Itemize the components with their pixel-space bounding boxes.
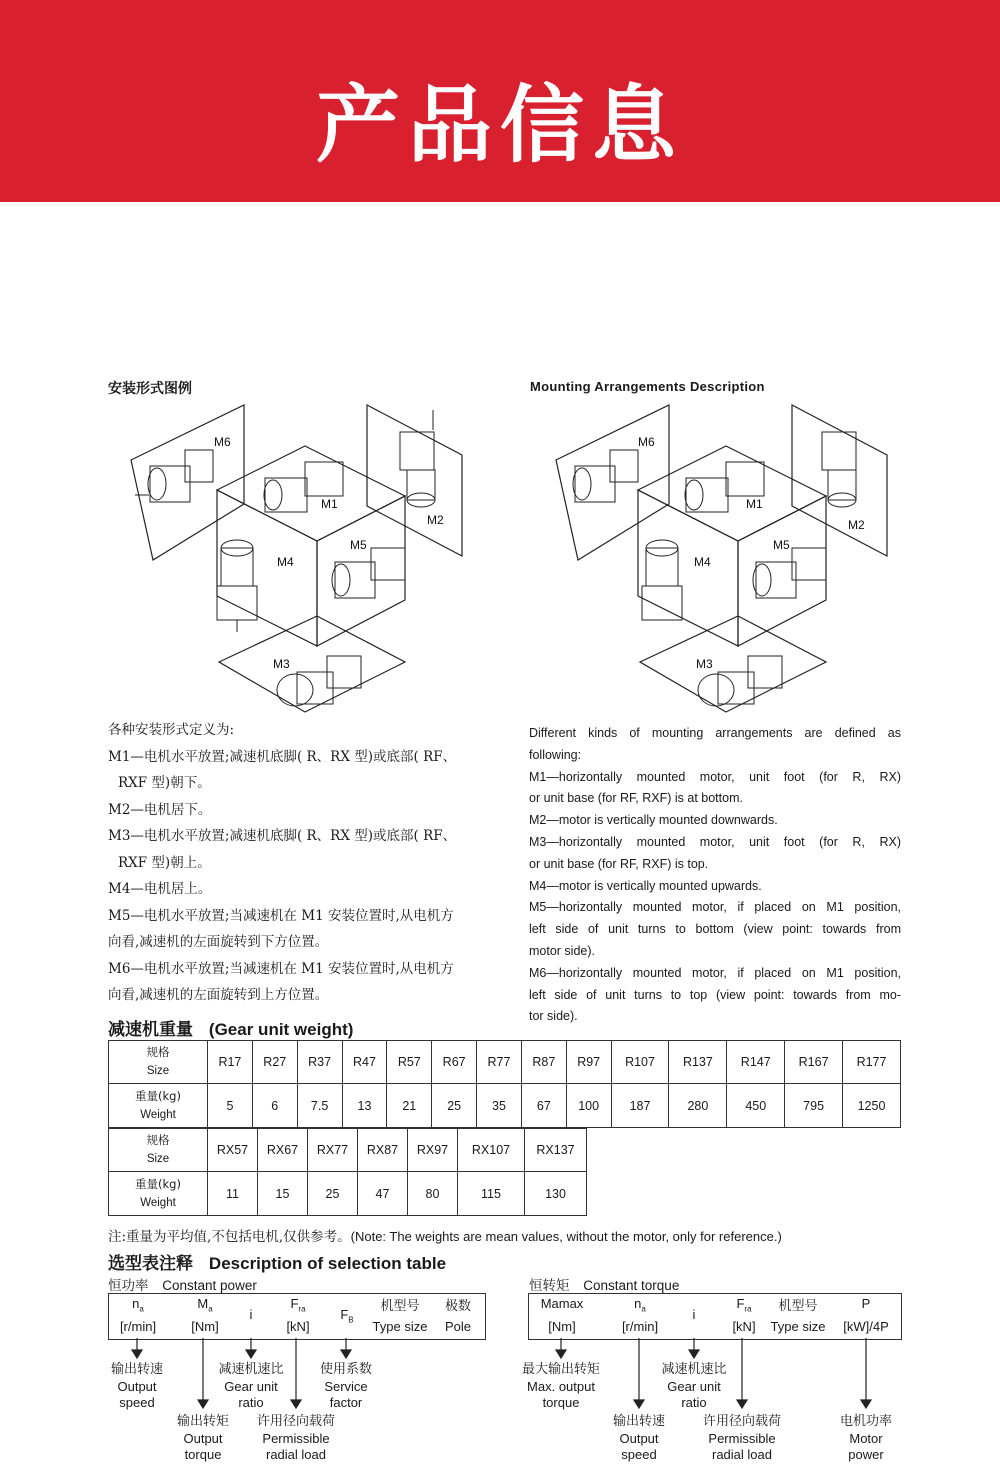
label-en: torque	[542, 1395, 580, 1410]
svg-text:M1: M1	[746, 497, 763, 511]
label-en: Permissible	[262, 1430, 330, 1446]
table-cell: R167	[785, 1041, 843, 1084]
label-en: Permissible	[708, 1430, 776, 1446]
table-cell: RX137	[525, 1129, 587, 1172]
svg-text:M5: M5	[350, 538, 367, 552]
weight-note-en: (Note: The weights are mean values, without the motor, only for reference.)	[350, 1229, 782, 1244]
table-cell: 187	[611, 1084, 669, 1128]
constant-torque-title	[529, 1274, 679, 1294]
ct-u1: [Nm]	[548, 1319, 576, 1334]
ct-label-motor-power	[826, 1414, 906, 1464]
table-cell: 25	[432, 1084, 477, 1128]
en-line: Different kinds of mounting arrangements are defined as	[529, 726, 901, 740]
cp-label-output-torque	[163, 1414, 243, 1464]
cn-line: M4—电机居上。	[108, 881, 212, 897]
size-label-en: Size	[146, 1153, 170, 1165]
table-cell: 450	[727, 1084, 785, 1128]
weight-title-cn: 减速机重量	[108, 1020, 193, 1040]
weight-label-en: Weight	[140, 1108, 176, 1121]
svg-text:M4: M4	[694, 555, 711, 569]
cp-h2-sub: a	[208, 1304, 213, 1314]
ct-h2-sub: a	[641, 1304, 646, 1314]
en-line: M6—horizontally mounted motor, if placed on M1 position,	[529, 965, 901, 980]
header-cell	[109, 1129, 208, 1172]
table-cell: 280	[669, 1084, 727, 1128]
label-en: ratio	[681, 1395, 707, 1410]
table-cell: R137	[669, 1041, 727, 1084]
table-cell: 13	[342, 1084, 387, 1128]
label-en: Output	[619, 1430, 659, 1446]
weight-title	[108, 1015, 353, 1040]
label-en: radial load	[712, 1447, 772, 1462]
en-line: M5—horizontally mounted motor, if placed on M1 position,	[529, 900, 901, 915]
cp-h1-main: n	[132, 1296, 140, 1311]
cn-line: M1—电机水平放置;减速机底脚( R、RX 型)或底部( RF、	[108, 748, 457, 765]
weight-table-r	[108, 1040, 901, 1128]
constant-power-title	[108, 1274, 257, 1294]
ct-h1: Mamax	[540, 1296, 584, 1311]
svg-text:M1: M1	[321, 497, 338, 511]
weight-label-cn: 重量(kg)	[135, 1088, 181, 1103]
cn-line: M2—电机居下。	[108, 801, 212, 818]
cn-line: 各种安装形式定义为:	[108, 722, 235, 738]
cp-h4-sub: ra	[298, 1304, 306, 1314]
table-cell: R177	[843, 1041, 901, 1084]
banner-title: 产品信息	[315, 76, 684, 174]
weight-label-en: Weight	[140, 1196, 176, 1209]
label-cn: 输出转矩	[176, 1414, 229, 1429]
svg-text:M6: M6	[638, 435, 655, 449]
label-en: speed	[621, 1447, 657, 1462]
cp-h1-sub: a	[139, 1304, 144, 1314]
table-cell: 100	[566, 1084, 611, 1128]
table-cell: R47	[342, 1041, 387, 1084]
table-cell: RX87	[358, 1129, 408, 1172]
table-cell: R107	[611, 1041, 669, 1084]
table-cell: 130	[525, 1172, 587, 1216]
ct-h6: P	[861, 1296, 871, 1311]
selection-title	[108, 1249, 446, 1274]
selection-title-en: Description of selection table	[208, 1254, 447, 1273]
ct-u4: [kN]	[732, 1319, 756, 1334]
cp-h3: i	[249, 1307, 253, 1322]
ct-h3: i	[692, 1307, 696, 1322]
size-label-en: Size	[146, 1065, 170, 1077]
ct-h4-main: F	[736, 1296, 745, 1311]
header-cell	[109, 1084, 208, 1128]
size-label-cn: 规格	[146, 1045, 170, 1059]
header-cell	[109, 1172, 208, 1216]
mounting-diagram-en	[530, 400, 920, 720]
table-row	[109, 1041, 901, 1084]
label-cn: 许用径向载荷	[256, 1414, 335, 1429]
table-cell: R57	[387, 1041, 432, 1084]
label-cn: 减速机速比	[661, 1362, 727, 1377]
table-cell: R77	[477, 1041, 522, 1084]
ct-title-en: Constant torque	[583, 1278, 680, 1293]
mounting-diagram-cn	[105, 400, 495, 720]
weight-note	[108, 1225, 782, 1245]
label-en: power	[848, 1447, 884, 1462]
cp-u4: [kN]	[286, 1319, 310, 1334]
ct-u6: [kW]/4P	[843, 1319, 889, 1334]
cp-label-gear-ratio	[206, 1362, 296, 1412]
cn-line: RXF 型)朝上。	[118, 854, 211, 871]
ct-h5: 机型号	[778, 1299, 818, 1314]
en-line: M1—horizontally mounted motor, unit foot (for R, RX)	[529, 769, 901, 784]
label-en: factor	[329, 1395, 363, 1410]
table-cell: R37	[297, 1041, 342, 1084]
mounting-title-cn: 安装形式图例	[108, 381, 192, 397]
cp-h4	[278, 1296, 318, 1314]
table-cell: RX107	[458, 1129, 525, 1172]
table-cell: 1250	[843, 1084, 901, 1128]
table-cell: 67	[521, 1084, 566, 1128]
en-line: left side of unit turns to top (view point: towards from mo-	[529, 987, 901, 1002]
en-line: left side of unit turns to bottom (view point: towards from	[529, 922, 901, 937]
ct-h2	[620, 1296, 660, 1314]
cp-u7: Pole	[444, 1319, 472, 1334]
cp-h6: 机型号	[380, 1299, 420, 1314]
ct-h4	[724, 1296, 764, 1314]
label-en: Gear unit	[224, 1378, 278, 1394]
cp-h2-main: M	[197, 1296, 209, 1311]
table-cell: R87	[521, 1041, 566, 1084]
cp-label-output-speed	[97, 1362, 177, 1412]
ct-label-max-output-torque	[511, 1362, 611, 1412]
table-cell: R67	[432, 1041, 477, 1084]
en-line: or unit base (for RF, RXF) is at bottom.	[529, 791, 743, 806]
table-cell: 7.5	[297, 1084, 342, 1128]
cp-u1: [r/min]	[119, 1319, 157, 1334]
mounting-title-en: Mounting Arrangements Description	[530, 379, 765, 394]
label-cn: 许用径向载荷	[702, 1414, 781, 1429]
cn-line: 向看,减速机的左面旋转到上方位置。	[108, 987, 329, 1003]
table-cell: 25	[308, 1172, 358, 1216]
table-cell: 5	[208, 1084, 253, 1128]
cn-line: M5—电机水平放置;当减速机在 M1 安装位置时,从电机方	[108, 907, 454, 924]
cp-h2	[185, 1296, 225, 1314]
table-cell: 21	[387, 1084, 432, 1128]
header-banner	[0, 0, 1000, 202]
table-row	[109, 1129, 587, 1172]
header-cell	[109, 1041, 208, 1084]
mounting-definitions-en	[529, 723, 901, 1028]
label-en: radial load	[266, 1447, 326, 1462]
label-cn: 电机功率	[839, 1414, 892, 1429]
cp-h5	[332, 1307, 362, 1325]
weight-title-en: (Gear unit weight)	[208, 1020, 354, 1039]
cp-u6: Type size	[372, 1319, 428, 1334]
table-cell: RX57	[208, 1129, 258, 1172]
cp-h7: 极数	[444, 1299, 471, 1314]
table-cell: R27	[252, 1041, 297, 1084]
label-cn: 使用系数	[319, 1362, 372, 1377]
ct-h4-sub: ra	[744, 1304, 752, 1314]
label-en: Service	[324, 1378, 368, 1394]
table-cell: RX97	[408, 1129, 458, 1172]
cp-h5-main: F	[340, 1307, 349, 1322]
cp-title-en: Constant power	[162, 1278, 257, 1293]
table-cell: R97	[566, 1041, 611, 1084]
svg-text:M3: M3	[273, 657, 290, 671]
weight-note-cn: 注:重量为平均值,不包括电机,仅供参考。	[108, 1229, 351, 1245]
en-line: or unit base (for RF, RXF) is top.	[529, 856, 709, 871]
cn-line: M3—电机水平放置;减速机底脚( R、RX 型)或底部( RF、	[108, 828, 457, 844]
label-cn: 减速机速比	[218, 1362, 284, 1377]
en-line: M2—motor is vertically mounted downwards.	[529, 813, 778, 828]
table-cell: R147	[727, 1041, 785, 1084]
en-line: following:	[529, 747, 582, 762]
ct-u2: [r/min]	[621, 1319, 659, 1334]
table-row	[109, 1084, 901, 1128]
label-cn: 最大输出转矩	[521, 1362, 600, 1377]
ct-h2-main: n	[634, 1296, 642, 1311]
label-en: Max. output	[527, 1378, 595, 1394]
label-en: ratio	[238, 1395, 264, 1410]
ct-label-radial-load	[692, 1414, 792, 1464]
label-en: torque	[184, 1447, 222, 1462]
en-line: M3—horizontally mounted motor, unit foot (for R, RX)	[529, 834, 901, 849]
cn-line: RXF 型)朝下。	[118, 775, 211, 791]
cp-u2: [Nm]	[191, 1319, 219, 1334]
table-cell: 80	[408, 1172, 458, 1216]
mounting-definitions-cn	[108, 717, 456, 1009]
cn-line: 向看,减速机的左面旋转到下方位置。	[108, 934, 329, 950]
cp-title-cn: 恒功率	[108, 1278, 149, 1294]
table-cell: 15	[258, 1172, 308, 1216]
ct-label-gear-ratio	[649, 1362, 739, 1412]
table-cell: RX77	[308, 1129, 358, 1172]
weight-label-cn: 重量(kg)	[135, 1176, 181, 1191]
table-cell: RX67	[258, 1129, 308, 1172]
en-line: M4—motor is vertically mounted upwards.	[529, 878, 762, 893]
size-label-cn: 规格	[146, 1133, 170, 1147]
cp-label-service-factor	[306, 1362, 386, 1412]
weight-table-rx	[108, 1128, 587, 1216]
table-cell: 795	[785, 1084, 843, 1128]
table-row	[109, 1172, 587, 1216]
selection-title-cn: 选型表注释	[108, 1254, 193, 1274]
label-cn: 输出转速	[110, 1362, 163, 1377]
label-cn: 输出转速	[612, 1414, 665, 1429]
svg-text:M4: M4	[277, 555, 294, 569]
ct-label-output-speed	[599, 1414, 679, 1464]
table-cell: 35	[477, 1084, 522, 1128]
en-line: tor side).	[529, 1009, 578, 1024]
cp-h1	[118, 1296, 158, 1314]
label-en: Gear unit	[667, 1378, 721, 1394]
table-cell: 47	[358, 1172, 408, 1216]
ct-u5: Type size	[770, 1319, 826, 1334]
label-en: speed	[119, 1395, 155, 1410]
svg-text:M2: M2	[848, 518, 865, 532]
cp-h4-main: F	[290, 1296, 299, 1311]
en-line: motor side).	[529, 943, 595, 958]
cn-line: M6—电机水平放置;当减速机在 M1 安装位置时,从电机方	[108, 960, 454, 977]
svg-text:M3: M3	[696, 657, 713, 671]
cp-h5-sub: B	[348, 1315, 354, 1325]
cp-label-radial-load	[246, 1414, 346, 1464]
table-cell: 115	[458, 1172, 525, 1216]
label-en: Motor	[849, 1430, 883, 1446]
ct-title-cn: 恒转矩	[529, 1278, 570, 1294]
svg-text:M6: M6	[214, 435, 231, 449]
table-cell: 6	[252, 1084, 297, 1128]
label-en: Output	[117, 1378, 157, 1394]
table-cell: 11	[208, 1172, 258, 1216]
svg-text:M5: M5	[773, 538, 790, 552]
svg-text:M2: M2	[427, 513, 444, 527]
table-cell: R17	[208, 1041, 253, 1084]
label-en: Output	[183, 1430, 223, 1446]
